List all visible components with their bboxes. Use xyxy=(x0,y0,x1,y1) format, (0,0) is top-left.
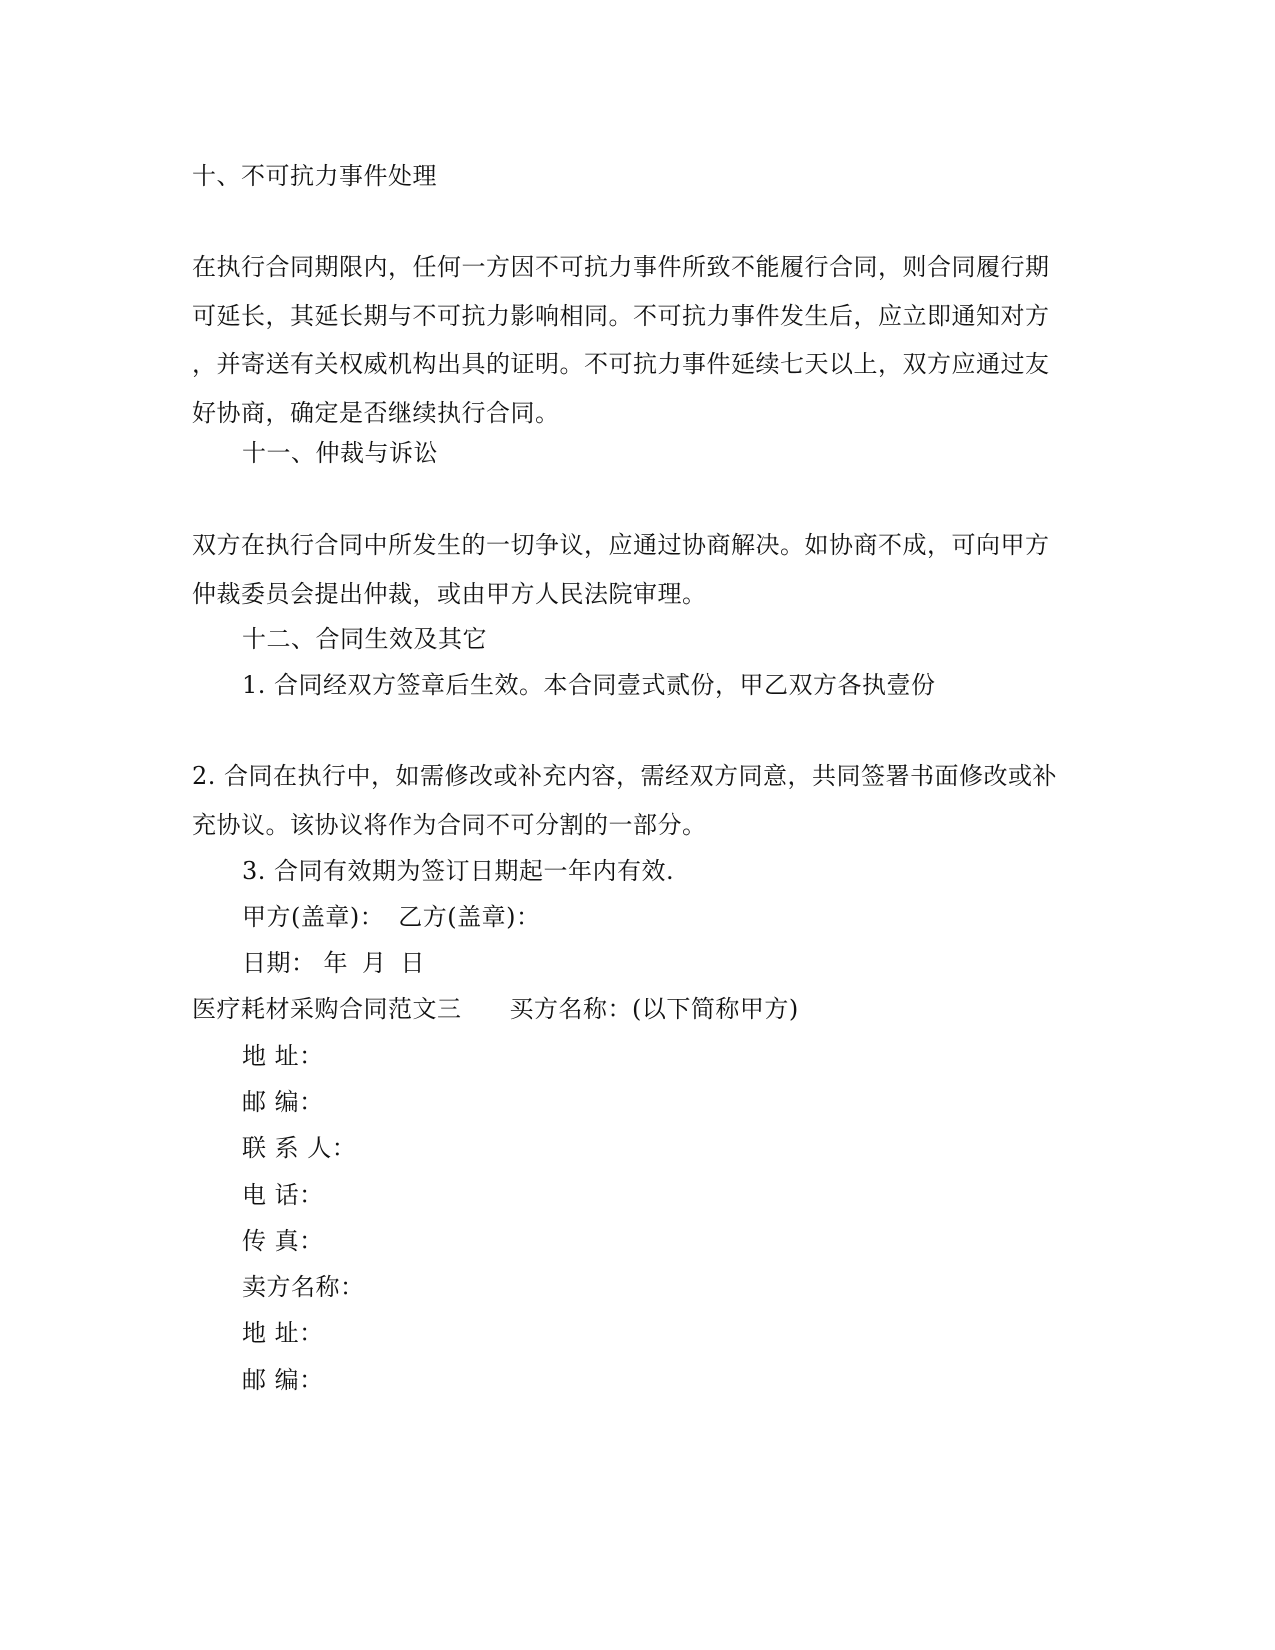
section-10-heading: 十、不可抗力事件处理 xyxy=(192,162,437,190)
party-a-seal-label: 甲方(盖章)： xyxy=(242,903,385,931)
date-month: 月 xyxy=(362,949,387,977)
date-year: 年 xyxy=(323,949,348,977)
paragraph-line: 好协商，确定是否继续执行合同。 xyxy=(192,398,560,427)
section-11-heading: 十一、仲裁与诉讼 xyxy=(242,439,438,467)
seller-name-label: 卖方名称： xyxy=(242,1273,365,1301)
party-b-seal-label: 乙方(盖章)： xyxy=(398,903,541,931)
clause-3: 3. 合同有效期为签订日期起一年内有效. xyxy=(242,857,675,885)
paragraph-line: 双方在执行合同中所发生的一切争议，应通过协商解决。如协商不成，可向甲方 xyxy=(192,531,1050,559)
sample-title-row xyxy=(192,994,799,1024)
date-row xyxy=(242,948,425,978)
seller-address-field: 地 址： xyxy=(242,1319,324,1347)
paragraph-line: 2. 合同在执行中，如需修改或补充内容，需经双方同意，共同签署书面修改或补 xyxy=(192,762,1058,790)
paragraph-line: 可延长，其延长期与不可抗力影响相同。不可抗力事件发生后，应立即通知对方 xyxy=(192,301,1050,330)
buyer-fax-field: 传 真： xyxy=(242,1227,324,1255)
paragraph-line: 充协议。该协议将作为合同不可分割的一部分。 xyxy=(192,810,707,839)
date-day: 日 xyxy=(400,949,425,977)
buyer-postcode-field: 邮 编： xyxy=(242,1088,324,1116)
buyer-contact-field: 联 系 人： xyxy=(242,1134,357,1162)
date-label: 日期： xyxy=(242,949,316,977)
paragraph-line: ，并寄送有关权威机构出具的证明。不可抗力事件延续七天以上，双方应通过友 xyxy=(192,350,1050,378)
section-10-paragraph xyxy=(192,243,1072,437)
clause-2 xyxy=(192,752,1072,849)
clause-1: 1. 合同经双方签章后生效。本合同壹式贰份，甲乙双方各执壹份 xyxy=(242,671,936,699)
section-12-heading: 十二、合同生效及其它 xyxy=(242,625,487,653)
paragraph-line: 在执行合同期限内，任何一方因不可抗力事件所致不能履行合同，则合同履行期 xyxy=(192,253,1050,281)
buyer-name-label: 买方名称：(以下简称甲方) xyxy=(509,995,799,1023)
paragraph-line: 仲裁委员会提出仲裁，或由甲方人民法院审理。 xyxy=(192,579,707,608)
seller-postcode-field: 邮 编： xyxy=(242,1366,324,1394)
section-11-paragraph xyxy=(192,521,1072,618)
sample-title: 医疗耗材采购合同范文三 xyxy=(192,995,462,1023)
buyer-address-field: 地 址： xyxy=(242,1042,324,1070)
signature-row xyxy=(242,902,540,932)
buyer-phone-field: 电 话： xyxy=(242,1181,324,1209)
